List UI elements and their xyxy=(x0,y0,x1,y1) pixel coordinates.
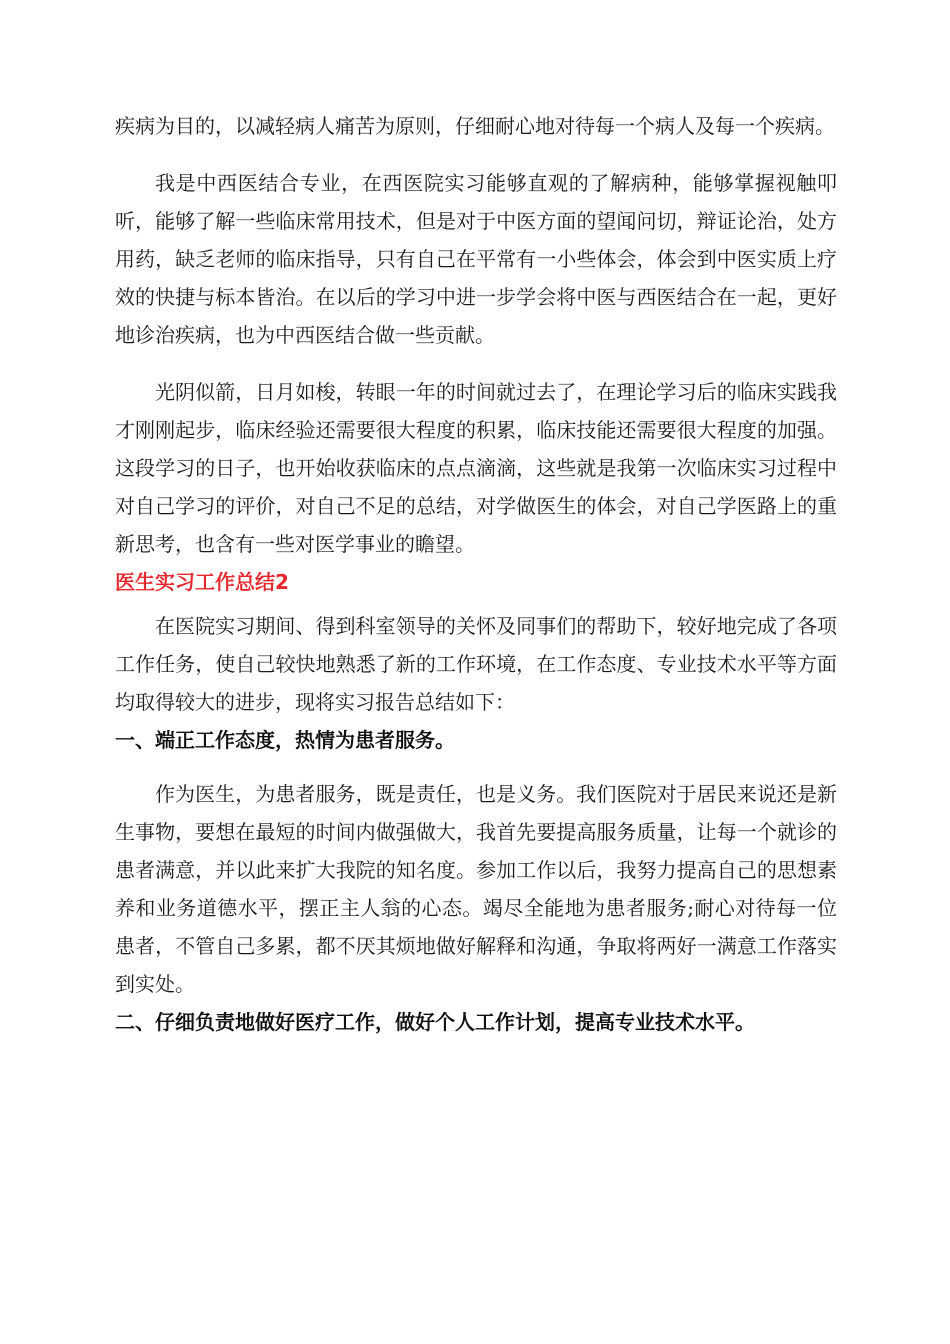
heading-attitude: 一、端正工作态度，热情为患者服务。 xyxy=(115,728,455,752)
paragraph-service: 作为医生，为患者服务，既是责任，也是义务。我们医院对于居民来说还是新生事物，要想在最短的时间内做强做大，我首先要提高服务质量，让每一个就诊的患者满意，并以此来扩大我院的知名度。参加工作以后，我努力提高自己的思想素养和业务道德水平，摆正主人翁的心态。竭尽全能地为患者服务;耐心对待每一位患者，不管自己多累，都不厌其烦地做好解释和沟通，争取将两好一满意工作落实到实处。 xyxy=(115,782,837,996)
heading-medical-work: 二、仔细负责地做好医疗工作，做好个人工作计划，提高专业技术水平。 xyxy=(115,1010,755,1034)
paragraph-reflection: 光阴似箭，日月如梭，转眼一年的时间就过去了，在理论学习后的临床实践我才刚刚起步，临床经验还需要很大程度的积累，临床技能还需要很大程度的加强。这段学习的日子，也开始收获临床的点点滴滴，这些就是我第一次临床实习过程中对自己学习的评价，对自己不足的总结，对学做医生的体会，对自己学医路上的重新思考，也含有一些对医学事业的瞻望。 xyxy=(115,380,837,556)
document-body xyxy=(115,107,837,1041)
paragraph-intro: 在医院实习期间、得到科室领导的关怀及同事们的帮助下，较好地完成了各项工作任务，使自己较快地熟悉了新的工作环境，在工作态度、专业技术水平等方面均取得较大的进步，现将实习报告总结如下： xyxy=(115,614,837,714)
paragraph-specialty: 我是中西医结合专业，在西医院实习能够直观的了解病种，能够掌握视触叩听，能够了解一些临床常用技术，但是对于中医方面的望闻问切，辩证论治，处方用药，缺乏老师的临床指导，只有自己在平常有一小些体会，体会到中医实质上疗效的快捷与标本皆治。在以后的学习中进一步学会将中医与西医结合在一起，更好地诊治疾病，也为中西医结合做一些贡献。 xyxy=(115,171,837,347)
paragraph-continuation: 疾病为目的，以减轻病人痛苦为原则，仔细耐心地对待每一个病人及每一个疾病。 xyxy=(115,114,835,138)
section-title: 医生实习工作总结2 xyxy=(115,570,289,594)
